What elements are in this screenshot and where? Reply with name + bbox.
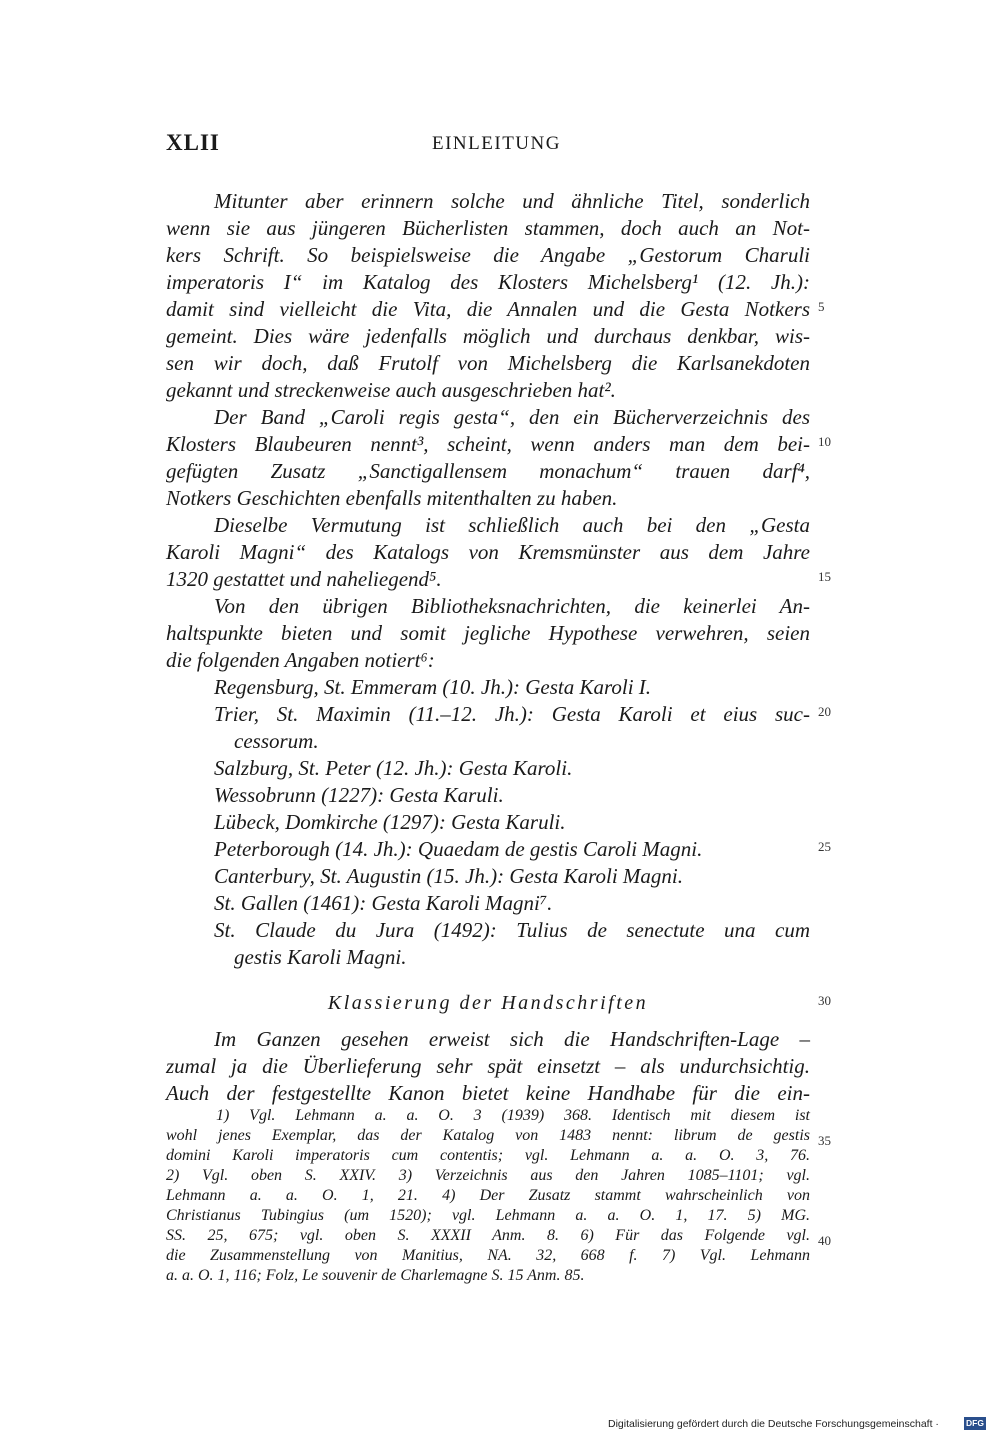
footnote-line: Christianus Tubingius (um 1520); vgl. Lehmann a. a. O. 1, 17. 5) MG. xyxy=(166,1207,810,1224)
line-number: 35 xyxy=(818,1133,831,1148)
body-line: gemeint. Dies wäre jedenfalls möglich und durchaus denkbar, wis- xyxy=(166,324,810,348)
section-heading: Klassierung der Handschriften xyxy=(327,992,649,1014)
line-number: 15 xyxy=(818,569,831,584)
library-entry: cessorum. xyxy=(234,729,319,753)
body-line: gefügten Zusatz „Sanctigallensem monachum“ trauen darf⁴, xyxy=(166,459,810,483)
page-number: XLII xyxy=(166,130,220,155)
body-line: wenn sie aus jüngeren Bücherlisten stammen, doch auch an Not- xyxy=(166,216,810,240)
dfg-logo: DFG xyxy=(964,1417,986,1430)
body-line: Der Band „Caroli regis gesta“, den ein Bücherverzeichnis des xyxy=(214,405,810,429)
body-line: damit sind vielleicht die Vita, die Annalen und die Gesta Notkers xyxy=(166,297,810,321)
footnote-line: a. a. O. 1, 116; Folz, Le souvenir de Charlemagne S. 15 Anm. 85. xyxy=(166,1267,585,1284)
library-entry: Peterborough (14. Jh.): Quaedam de gestis Caroli Magni. xyxy=(214,837,703,861)
body-line: Mitunter aber erinnern solche und ähnliche Titel, sonderlich xyxy=(214,189,810,213)
line-number: 5 xyxy=(818,299,825,314)
library-entry: Lübeck, Domkirche (1297): Gesta Karuli. xyxy=(214,810,566,834)
library-entry: St. Claude du Jura (1492): Tulius de senectute una cum xyxy=(214,918,810,942)
body-line: kers Schrift. So beispielsweise die Angabe „Gestorum Charuli xyxy=(166,243,810,267)
body-line: Karoli Magni“ des Katalogs von Kremsmünster aus dem Jahre xyxy=(166,540,810,564)
footnote-line: 2) Vgl. oben S. XXIV. 3) Verzeichnis aus den Jahren 1085–1101; vgl. xyxy=(166,1167,810,1184)
body-line: zumal ja die Überlieferung sehr spät einsetzt – als undurchsichtig. xyxy=(166,1054,810,1078)
body-line: Im Ganzen gesehen erweist sich die Handschriften-Lage – xyxy=(214,1027,810,1051)
library-entry: Wessobrunn (1227): Gesta Karuli. xyxy=(214,783,504,807)
library-entry: Salzburg, St. Peter (12. Jh.): Gesta Karoli. xyxy=(214,756,573,780)
line-number: 30 xyxy=(818,993,831,1008)
body-line: Notkers Geschichten ebenfalls mitenthalten zu haben. xyxy=(166,486,618,510)
body-line: die folgenden Angaben notiert⁶: xyxy=(166,648,435,672)
body-line: haltspunkte bieten und somit jegliche Hypothese verwehren, seien xyxy=(166,621,810,645)
body-line: imperatoris I“ im Katalog des Klosters Michelsberg¹ (12. Jh.): xyxy=(166,270,810,294)
body-line: sen wir doch, daß Frutolf von Michelsberg die Karlsanekdoten xyxy=(166,351,810,375)
line-number: 25 xyxy=(818,839,831,854)
library-entry: gestis Karoli Magni. xyxy=(234,945,407,969)
line-number: 10 xyxy=(818,434,831,449)
line-number: 20 xyxy=(818,704,831,719)
body-line: 1320 gestattet und naheliegend⁵. xyxy=(166,567,442,591)
digitization-credit: Digitalisierung gefördert durch die Deutsche Forschungsgemeinschaft · xyxy=(608,1418,939,1430)
line-number: 40 xyxy=(818,1233,831,1248)
library-entry: Trier, St. Maximin (11.–12. Jh.): Gesta Karoli et eius suc- xyxy=(214,702,810,726)
body-line: Dieselbe Vermutung ist schließlich auch bei den „Gesta xyxy=(214,513,810,537)
body-line: Von den übrigen Bibliotheksnachrichten, die keinerlei An- xyxy=(214,594,810,618)
body-line: Klosters Blaubeuren nennt³, scheint, wenn anders man dem bei- xyxy=(166,432,810,456)
library-entry: Regensburg, St. Emmeram (10. Jh.): Gesta Karoli I. xyxy=(214,675,652,699)
footnote-line: domini Karoli imperatoris cum contentis; vgl. Lehmann a. a. O. 3, 76. xyxy=(166,1147,810,1164)
footnote-line: 1) Vgl. Lehmann a. a. O. 3 (1939) 368. Identisch mit diesem ist xyxy=(216,1107,810,1124)
footnote-line: SS. 25, 675; vgl. oben S. XXXII Anm. 8. 6) Für das Folgende vgl. xyxy=(166,1227,810,1244)
library-entry: St. Gallen (1461): Gesta Karoli Magni⁷. xyxy=(214,891,553,915)
body-line: gekannt und streckenweise auch ausgeschrieben hat². xyxy=(166,378,616,402)
body-line: Auch der festgestellte Kanon bietet keine Handhabe für die ein- xyxy=(166,1081,810,1105)
footnote-line: wohl jenes Exemplar, das der Katalog von 1483 nennt: librum de gestis xyxy=(166,1127,810,1144)
library-entry: Canterbury, St. Augustin (15. Jh.): Gesta Karoli Magni. xyxy=(214,864,683,888)
footnote-line: die Zusammenstellung von Manitius, NA. 32, 668 f. 7) Vgl. Lehmann xyxy=(166,1247,810,1264)
running-title: EINLEITUNG xyxy=(432,133,561,154)
footnote-line: Lehmann a. a. O. 1, 21. 4) Der Zusatz stammt wahrscheinlich von xyxy=(166,1187,810,1204)
